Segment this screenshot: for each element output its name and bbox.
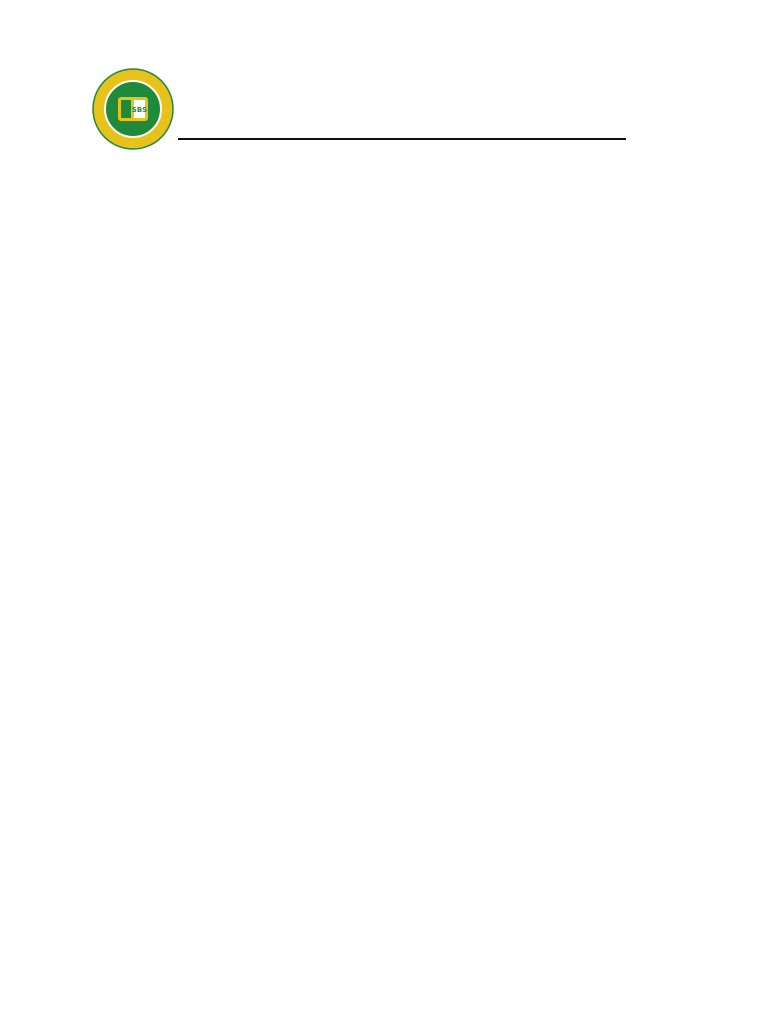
- header-rule: [178, 138, 626, 140]
- svg-text:SBS: SBS: [131, 106, 148, 114]
- school-logo: [92, 68, 174, 150]
